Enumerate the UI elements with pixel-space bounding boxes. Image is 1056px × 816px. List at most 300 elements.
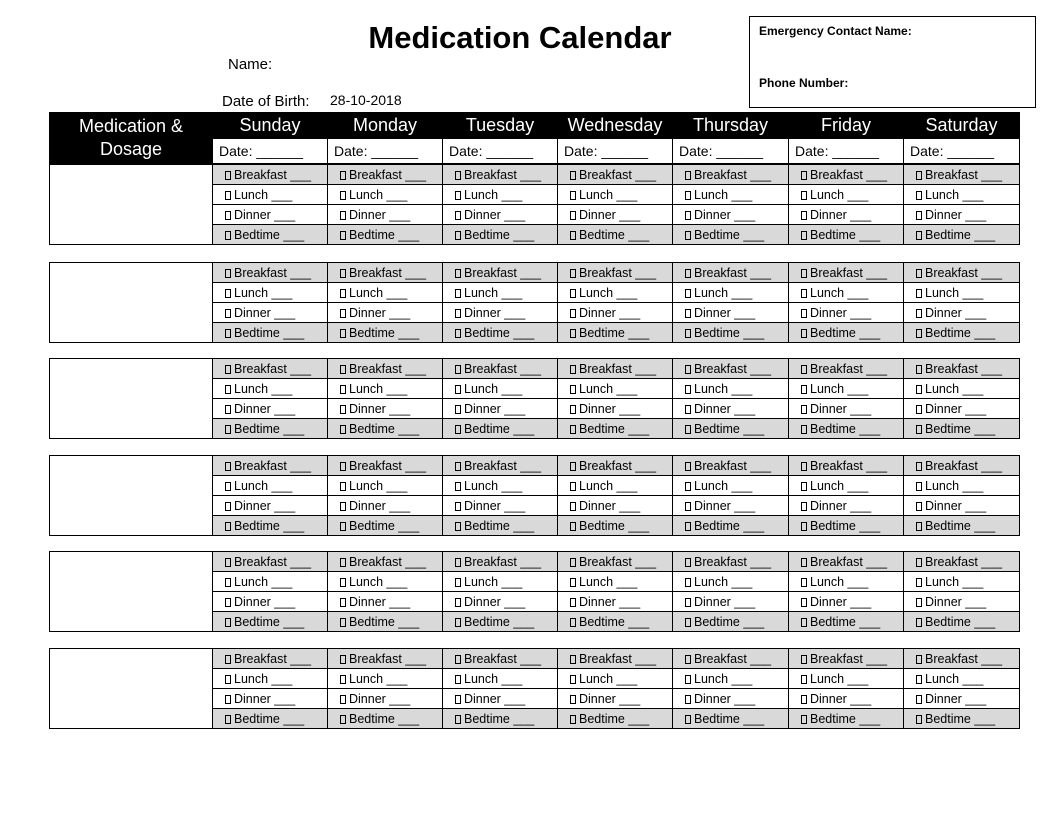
dose-slot[interactable] [673,649,789,669]
dose-slot[interactable] [673,689,789,709]
dose-slot[interactable] [558,456,673,476]
checkbox-icon[interactable] [455,425,461,434]
dose-slot[interactable] [328,379,443,399]
checkbox-icon[interactable] [570,578,576,587]
checkbox-icon[interactable] [455,558,461,567]
checkbox-icon[interactable] [570,715,576,724]
dose-slot[interactable] [328,303,443,323]
dose-slot[interactable] [443,165,558,185]
dose-slot[interactable] [558,592,673,612]
checkbox-icon[interactable] [916,695,922,704]
checkbox-icon[interactable] [225,329,231,338]
checkbox-icon[interactable] [801,365,807,374]
checkbox-icon[interactable] [801,598,807,607]
dose-slot[interactable] [904,456,1020,476]
dose-slot[interactable] [213,496,328,516]
checkbox-icon[interactable] [225,425,231,434]
checkbox-icon[interactable] [916,385,922,394]
dose-slot[interactable] [789,456,904,476]
checkbox-icon[interactable] [916,191,922,200]
dose-slot[interactable] [558,709,673,729]
checkbox-icon[interactable] [916,309,922,318]
dose-slot[interactable] [213,689,328,709]
checkbox-icon[interactable] [916,462,922,471]
checkbox-icon[interactable] [225,405,231,414]
dose-slot[interactable] [443,592,558,612]
dose-slot[interactable] [558,399,673,419]
checkbox-icon[interactable] [225,171,231,180]
checkbox-icon[interactable] [801,289,807,298]
checkbox-icon[interactable] [340,502,346,511]
dose-slot[interactable] [558,496,673,516]
checkbox-icon[interactable] [685,365,691,374]
checkbox-icon[interactable] [340,269,346,278]
checkbox-icon[interactable] [916,289,922,298]
dose-slot[interactable] [904,359,1020,379]
checkbox-icon[interactable] [801,462,807,471]
checkbox-icon[interactable] [570,171,576,180]
dose-slot[interactable] [443,496,558,516]
checkbox-icon[interactable] [801,695,807,704]
dose-slot[interactable] [443,552,558,572]
dose-slot[interactable] [328,516,443,536]
checkbox-icon[interactable] [455,329,461,338]
dose-slot[interactable] [328,165,443,185]
checkbox-icon[interactable] [455,269,461,278]
checkbox-icon[interactable] [225,695,231,704]
dose-slot[interactable] [558,476,673,496]
checkbox-icon[interactable] [340,425,346,434]
checkbox-icon[interactable] [455,598,461,607]
dose-slot[interactable] [789,205,904,225]
checkbox-icon[interactable] [340,715,346,724]
checkbox-icon[interactable] [225,385,231,394]
checkbox-icon[interactable] [685,618,691,627]
checkbox-icon[interactable] [570,405,576,414]
checkbox-icon[interactable] [340,578,346,587]
checkbox-icon[interactable] [455,578,461,587]
checkbox-icon[interactable] [340,462,346,471]
checkbox-icon[interactable] [570,211,576,220]
checkbox-icon[interactable] [801,309,807,318]
checkbox-icon[interactable] [801,558,807,567]
checkbox-icon[interactable] [340,231,346,240]
dose-slot[interactable] [443,476,558,496]
checkbox-icon[interactable] [570,309,576,318]
checkbox-icon[interactable] [340,329,346,338]
dose-slot[interactable] [904,283,1020,303]
checkbox-icon[interactable] [225,462,231,471]
checkbox-icon[interactable] [455,211,461,220]
date-field[interactable]: Date: ______ [789,139,904,164]
checkbox-icon[interactable] [916,365,922,374]
dose-slot[interactable] [213,709,328,729]
dose-slot[interactable] [673,399,789,419]
dose-slot[interactable] [904,709,1020,729]
dose-slot[interactable] [904,592,1020,612]
checkbox-icon[interactable] [685,385,691,394]
dose-slot[interactable] [673,476,789,496]
checkbox-icon[interactable] [916,405,922,414]
checkbox-icon[interactable] [916,171,922,180]
dose-slot[interactable] [328,323,443,343]
dose-slot[interactable] [443,689,558,709]
dose-slot[interactable] [558,612,673,632]
checkbox-icon[interactable] [916,578,922,587]
checkbox-icon[interactable] [455,309,461,318]
dose-slot[interactable] [328,709,443,729]
checkbox-icon[interactable] [685,191,691,200]
dose-slot[interactable] [558,205,673,225]
dose-slot[interactable] [904,225,1020,245]
dose-slot[interactable] [673,263,789,283]
dose-slot[interactable] [789,649,904,669]
dose-slot[interactable] [904,165,1020,185]
dose-slot[interactable] [443,399,558,419]
dose-slot[interactable] [789,572,904,592]
checkbox-icon[interactable] [916,231,922,240]
checkbox-icon[interactable] [570,655,576,664]
dose-slot[interactable] [789,323,904,343]
medication-entry[interactable] [50,649,213,729]
dose-slot[interactable] [443,379,558,399]
checkbox-icon[interactable] [916,655,922,664]
dose-slot[interactable] [213,612,328,632]
dose-slot[interactable] [673,419,789,439]
dose-slot[interactable] [213,399,328,419]
dose-slot[interactable] [789,379,904,399]
dose-slot[interactable] [213,516,328,536]
dose-slot[interactable] [558,419,673,439]
dose-slot[interactable] [789,399,904,419]
checkbox-icon[interactable] [340,598,346,607]
dose-slot[interactable] [213,669,328,689]
dose-slot[interactable] [443,456,558,476]
dose-slot[interactable] [789,303,904,323]
checkbox-icon[interactable] [340,695,346,704]
dose-slot[interactable] [673,359,789,379]
date-field[interactable]: Date: ______ [443,139,558,164]
checkbox-icon[interactable] [225,502,231,511]
checkbox-icon[interactable] [916,329,922,338]
checkbox-icon[interactable] [340,618,346,627]
checkbox-icon[interactable] [685,558,691,567]
checkbox-icon[interactable] [801,191,807,200]
dose-slot[interactable] [904,419,1020,439]
checkbox-icon[interactable] [801,269,807,278]
checkbox-icon[interactable] [916,269,922,278]
dose-slot[interactable] [558,263,673,283]
dose-slot[interactable] [328,649,443,669]
dose-slot[interactable] [443,359,558,379]
dose-slot[interactable] [328,592,443,612]
dose-slot[interactable] [904,185,1020,205]
checkbox-icon[interactable] [801,329,807,338]
medication-entry[interactable] [50,456,213,536]
dose-slot[interactable] [443,323,558,343]
checkbox-icon[interactable] [570,598,576,607]
checkbox-icon[interactable] [916,618,922,627]
dose-slot[interactable] [558,185,673,205]
dose-slot[interactable] [673,592,789,612]
dose-slot[interactable] [904,205,1020,225]
dose-slot[interactable] [213,649,328,669]
date-field[interactable]: Date: ______ [558,139,673,164]
dose-slot[interactable] [673,669,789,689]
checkbox-icon[interactable] [801,425,807,434]
checkbox-icon[interactable] [685,425,691,434]
dose-slot[interactable] [328,359,443,379]
checkbox-icon[interactable] [340,558,346,567]
dose-slot[interactable] [904,379,1020,399]
dose-slot[interactable] [673,225,789,245]
checkbox-icon[interactable] [455,675,461,684]
checkbox-icon[interactable] [801,405,807,414]
checkbox-icon[interactable] [801,715,807,724]
dose-slot[interactable] [328,263,443,283]
dose-slot[interactable] [328,496,443,516]
dose-slot[interactable] [904,516,1020,536]
dose-slot[interactable] [904,649,1020,669]
checkbox-icon[interactable] [225,191,231,200]
dose-slot[interactable] [789,669,904,689]
checkbox-icon[interactable] [225,655,231,664]
checkbox-icon[interactable] [801,171,807,180]
checkbox-icon[interactable] [455,385,461,394]
dose-slot[interactable] [558,379,673,399]
checkbox-icon[interactable] [685,482,691,491]
dose-slot[interactable] [328,456,443,476]
checkbox-icon[interactable] [225,578,231,587]
dose-slot[interactable] [443,263,558,283]
dose-slot[interactable] [443,303,558,323]
dose-slot[interactable] [213,263,328,283]
dose-slot[interactable] [673,323,789,343]
dose-slot[interactable] [558,689,673,709]
dose-slot[interactable] [904,572,1020,592]
checkbox-icon[interactable] [455,462,461,471]
checkbox-icon[interactable] [455,522,461,531]
checkbox-icon[interactable] [455,365,461,374]
dose-slot[interactable] [673,572,789,592]
checkbox-icon[interactable] [570,558,576,567]
checkbox-icon[interactable] [225,715,231,724]
dose-slot[interactable] [558,669,673,689]
checkbox-icon[interactable] [455,171,461,180]
checkbox-icon[interactable] [340,675,346,684]
dose-slot[interactable] [213,303,328,323]
checkbox-icon[interactable] [685,578,691,587]
dose-slot[interactable] [443,709,558,729]
checkbox-icon[interactable] [916,425,922,434]
dose-slot[interactable] [558,303,673,323]
checkbox-icon[interactable] [225,558,231,567]
checkbox-icon[interactable] [340,309,346,318]
checkbox-icon[interactable] [340,289,346,298]
checkbox-icon[interactable] [340,405,346,414]
checkbox-icon[interactable] [916,482,922,491]
checkbox-icon[interactable] [340,655,346,664]
checkbox-icon[interactable] [570,522,576,531]
dose-slot[interactable] [213,185,328,205]
medication-entry[interactable] [50,552,213,632]
checkbox-icon[interactable] [801,618,807,627]
checkbox-icon[interactable] [225,309,231,318]
checkbox-icon[interactable] [685,462,691,471]
checkbox-icon[interactable] [685,695,691,704]
checkbox-icon[interactable] [685,675,691,684]
checkbox-icon[interactable] [570,482,576,491]
dose-slot[interactable] [443,283,558,303]
checkbox-icon[interactable] [570,289,576,298]
checkbox-icon[interactable] [685,715,691,724]
dose-slot[interactable] [443,516,558,536]
checkbox-icon[interactable] [340,385,346,394]
checkbox-icon[interactable] [685,231,691,240]
checkbox-icon[interactable] [455,191,461,200]
medication-entry[interactable] [50,263,213,343]
checkbox-icon[interactable] [225,482,231,491]
dose-slot[interactable] [443,185,558,205]
checkbox-icon[interactable] [685,269,691,278]
checkbox-icon[interactable] [455,655,461,664]
dose-slot[interactable] [328,689,443,709]
dose-slot[interactable] [904,399,1020,419]
checkbox-icon[interactable] [570,425,576,434]
checkbox-icon[interactable] [340,171,346,180]
dose-slot[interactable] [558,359,673,379]
checkbox-icon[interactable] [570,675,576,684]
checkbox-icon[interactable] [570,385,576,394]
checkbox-icon[interactable] [801,231,807,240]
checkbox-icon[interactable] [685,309,691,318]
dose-slot[interactable] [213,592,328,612]
checkbox-icon[interactable] [570,618,576,627]
dose-slot[interactable] [213,205,328,225]
dose-slot[interactable] [673,205,789,225]
checkbox-icon[interactable] [685,655,691,664]
dose-slot[interactable] [789,516,904,536]
dose-slot[interactable] [789,359,904,379]
dose-slot[interactable] [328,399,443,419]
checkbox-icon[interactable] [225,365,231,374]
dose-slot[interactable] [328,185,443,205]
checkbox-icon[interactable] [570,502,576,511]
checkbox-icon[interactable] [801,211,807,220]
dose-slot[interactable] [328,476,443,496]
checkbox-icon[interactable] [685,598,691,607]
checkbox-icon[interactable] [225,289,231,298]
dose-slot[interactable] [673,552,789,572]
checkbox-icon[interactable] [916,558,922,567]
dose-slot[interactable] [904,552,1020,572]
dose-slot[interactable] [789,612,904,632]
dose-slot[interactable] [558,552,673,572]
checkbox-icon[interactable] [570,695,576,704]
dose-slot[interactable] [673,516,789,536]
checkbox-icon[interactable] [225,211,231,220]
dose-slot[interactable] [328,552,443,572]
dose-slot[interactable] [789,476,904,496]
checkbox-icon[interactable] [916,211,922,220]
checkbox-icon[interactable] [225,598,231,607]
dose-slot[interactable] [213,552,328,572]
dose-slot[interactable] [789,283,904,303]
dose-slot[interactable] [558,572,673,592]
checkbox-icon[interactable] [916,598,922,607]
dob-value[interactable]: 28-10-2018 [330,92,402,108]
dose-slot[interactable] [213,456,328,476]
dose-slot[interactable] [443,649,558,669]
checkbox-icon[interactable] [916,715,922,724]
checkbox-icon[interactable] [801,675,807,684]
checkbox-icon[interactable] [685,502,691,511]
checkbox-icon[interactable] [225,618,231,627]
dose-slot[interactable] [673,496,789,516]
date-field[interactable]: Date: ______ [673,139,789,164]
checkbox-icon[interactable] [801,522,807,531]
dose-slot[interactable] [789,419,904,439]
dose-slot[interactable] [904,612,1020,632]
checkbox-icon[interactable] [455,482,461,491]
dose-slot[interactable] [789,496,904,516]
checkbox-icon[interactable] [685,522,691,531]
checkbox-icon[interactable] [455,618,461,627]
dose-slot[interactable] [789,185,904,205]
checkbox-icon[interactable] [801,578,807,587]
dose-slot[interactable] [673,165,789,185]
dose-slot[interactable] [904,323,1020,343]
dose-slot[interactable] [904,303,1020,323]
checkbox-icon[interactable] [455,502,461,511]
dose-slot[interactable] [558,323,673,343]
dose-slot[interactable] [904,689,1020,709]
checkbox-icon[interactable] [455,405,461,414]
dose-slot[interactable] [328,669,443,689]
dose-slot[interactable] [558,225,673,245]
dose-slot[interactable] [558,649,673,669]
dose-slot[interactable] [328,419,443,439]
checkbox-icon[interactable] [455,715,461,724]
dose-slot[interactable] [904,496,1020,516]
dose-slot[interactable] [213,283,328,303]
checkbox-icon[interactable] [455,231,461,240]
dose-slot[interactable] [673,456,789,476]
checkbox-icon[interactable] [685,405,691,414]
dose-slot[interactable] [789,165,904,185]
dose-slot[interactable] [673,709,789,729]
dose-slot[interactable] [213,359,328,379]
dose-slot[interactable] [443,612,558,632]
checkbox-icon[interactable] [225,675,231,684]
medication-entry[interactable] [50,359,213,439]
dose-slot[interactable] [328,572,443,592]
checkbox-icon[interactable] [340,211,346,220]
dose-slot[interactable] [213,379,328,399]
checkbox-icon[interactable] [801,482,807,491]
checkbox-icon[interactable] [225,269,231,278]
dose-slot[interactable] [673,379,789,399]
dose-slot[interactable] [328,225,443,245]
checkbox-icon[interactable] [570,329,576,338]
dose-slot[interactable] [213,165,328,185]
dose-slot[interactable] [673,185,789,205]
dose-slot[interactable] [904,669,1020,689]
checkbox-icon[interactable] [685,289,691,298]
checkbox-icon[interactable] [570,462,576,471]
dose-slot[interactable] [673,303,789,323]
checkbox-icon[interactable] [340,191,346,200]
